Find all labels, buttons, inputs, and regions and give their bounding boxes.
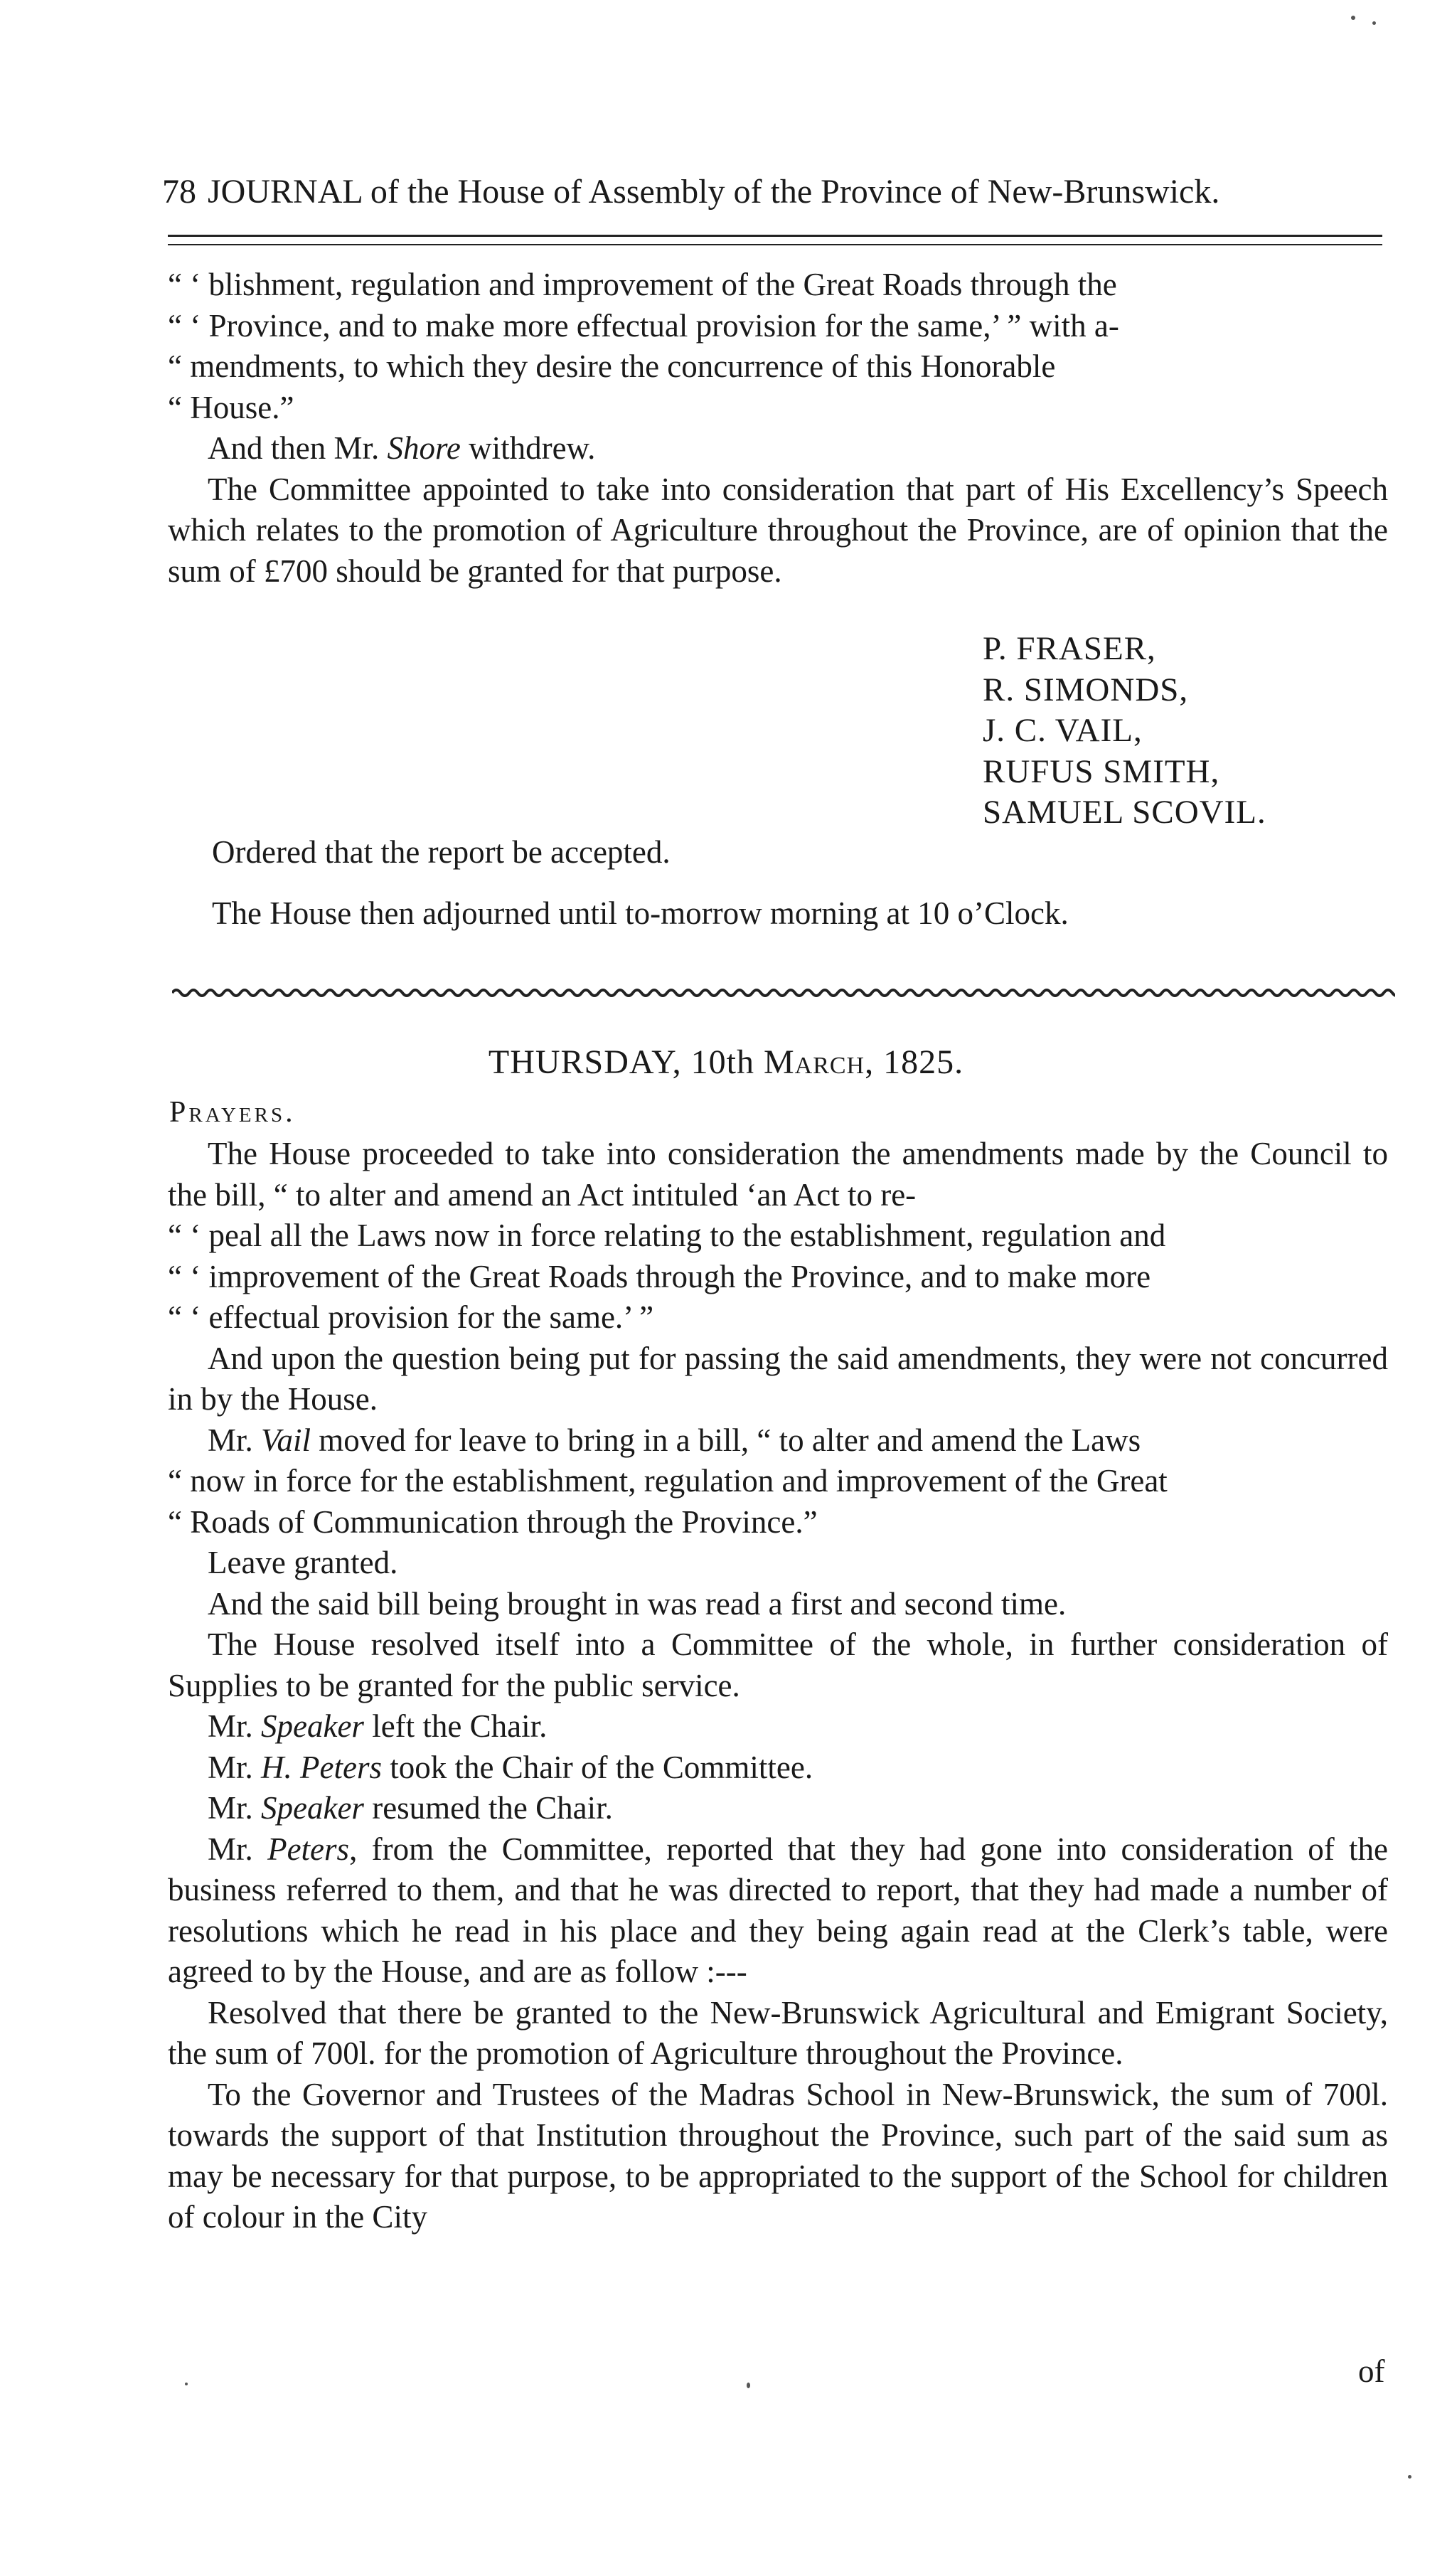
- quoted-line: “ mendments, to which they desire the concurrence of this Honorable: [168, 348, 1056, 384]
- top-section: [168, 265, 1388, 592]
- body-paragraph: And upon the question being put for passing the said amendments, they were not concurred in by the House.: [168, 1340, 1388, 1417]
- withdrew-prefix: And then Mr.: [208, 430, 388, 466]
- withdrew-paragraph: [168, 428, 1388, 469]
- body-paragraph: To the Governor and Trustees of the Madras School in New-Brunswick, the sum of 700l. towards the support of that Institution throughout the Province, such part of the said sum as may be necessary for that purpose, to be appropriated to the support of the School for children of colour in the City: [168, 2076, 1388, 2235]
- proceedings-body: [168, 1134, 1388, 2238]
- signer-name: R. SIMONDS,: [983, 671, 1189, 708]
- quoted-line: “ ‘ peal all the Laws now in force relating to the establishment, regulation and: [168, 1218, 1166, 1253]
- page-header: [162, 171, 1385, 213]
- catchword: of: [1358, 2353, 1385, 2389]
- signer-name: RUFUS SMITH,: [983, 752, 1220, 790]
- quoted-line: “ Roads of Communication through the Province.”: [168, 1503, 818, 1540]
- page-number: 78: [162, 173, 196, 211]
- body-text: left the Chair.: [363, 1708, 548, 1744]
- wavy-section-divider: [172, 986, 1395, 1000]
- quoted-line: “ ‘ Province, and to make more effectual provision for the same,’ ” with a-: [168, 307, 1119, 344]
- body-paragraph: [168, 1788, 1388, 1829]
- ordered-line: Ordered that the report be accepted.: [212, 834, 671, 870]
- body-text: Mr.: [208, 1790, 262, 1826]
- body-paragraph: [168, 1829, 1388, 1993]
- member-name: Vail: [261, 1422, 311, 1458]
- body-paragraph: [168, 1706, 1388, 1747]
- quoted-line: “ House.”: [168, 389, 294, 425]
- scan-speck: [1408, 2475, 1411, 2479]
- signer-name: J. C. VAIL,: [983, 712, 1143, 749]
- quoted-line: “ ‘ improvement of the Great Roads through the Province, and to make more: [168, 1258, 1151, 1294]
- signers-block: [983, 629, 1266, 834]
- member-name: Peters: [267, 1831, 350, 1867]
- body-text: moved for leave to bring in a bill, “ to alter and amend the Laws: [311, 1422, 1141, 1458]
- body-text: took the Chair of the Committee.: [381, 1749, 813, 1785]
- running-title: JOURNAL of the House of Assembly of the Province of New-Brunswick.: [208, 173, 1220, 211]
- body-paragraph: Resolved that there be granted to the New-Brunswick Agricultural and Emigrant Society, the sum of 700l. for the promotion of Agriculture throughout the Province.: [168, 1994, 1388, 2071]
- body-paragraph: [168, 1747, 1388, 1789]
- day-heading: [0, 1041, 1452, 1084]
- body-paragraph: And the said bill being brought in was read a first and second time.: [208, 1585, 1067, 1622]
- signer-name: P. FRASER,: [983, 630, 1156, 667]
- scan-speck: [1351, 16, 1355, 20]
- header-double-rule: [168, 235, 1382, 245]
- member-name: Speaker: [261, 1708, 364, 1744]
- day-heading-month: March: [763, 1043, 865, 1081]
- body-paragraph: The House proceeded to take into consideration the amendments made by the Council to the bill, “ to alter and amend an Act intituled ‘an Act to re-: [168, 1136, 1388, 1213]
- body-text: Mr.: [208, 1831, 268, 1867]
- body-text: Mr.: [208, 1749, 262, 1785]
- prayers-label: Prayers.: [169, 1096, 296, 1129]
- body-paragraph: [168, 1420, 1388, 1462]
- body-paragraph: Leave granted.: [208, 1545, 398, 1580]
- signer-name: SAMUEL SCOVIL.: [983, 794, 1266, 831]
- adjourned-line: The House then adjourned until to-morrow morning at 10 o’Clock.: [212, 895, 1069, 931]
- quoted-line: “ now in force for the establishment, regulation and improvement of the Great: [168, 1463, 1168, 1499]
- withdrew-suffix: withdrew.: [460, 430, 596, 466]
- body-text: Mr.: [208, 1422, 262, 1458]
- committee-report-paragraph: The Committee appointed to take into consideration that part of His Excellency’s Speech which relates to the promotion of Agriculture throughout the Province, are of opinion that the sum of £700 should be granted for that purpose.: [168, 471, 1388, 589]
- body-text: Mr.: [208, 1708, 262, 1744]
- quoted-line: “ ‘ effectual provision for the same.’ ”: [168, 1299, 654, 1335]
- scan-speck: [747, 2383, 750, 2388]
- day-heading-day: THURSDAY, 10th: [488, 1043, 764, 1081]
- member-name: Speaker: [261, 1790, 364, 1826]
- body-text: resumed the Chair.: [363, 1790, 613, 1826]
- scan-speck: [185, 2383, 188, 2385]
- quoted-line: “ ‘ blishment, regulation and improvement of the Great Roads through the: [168, 267, 1117, 302]
- member-name: H. Peters: [261, 1749, 382, 1785]
- body-paragraph: The House resolved itself into a Committee of the whole, in further consideration of Supplies to be granted for the public service.: [168, 1627, 1388, 1703]
- body-text: , from the Committee, reported that they had gone into consideration of the business referred to them, and that he was directed to report, that they had made a number of resolutions which he read in his place and they being again read at the Clerk’s table, were agreed to by the House, and are as follow :---: [168, 1831, 1389, 1989]
- member-name: Shore: [387, 430, 461, 466]
- scan-speck: [1372, 21, 1376, 25]
- day-heading-year: , 1825.: [865, 1043, 964, 1081]
